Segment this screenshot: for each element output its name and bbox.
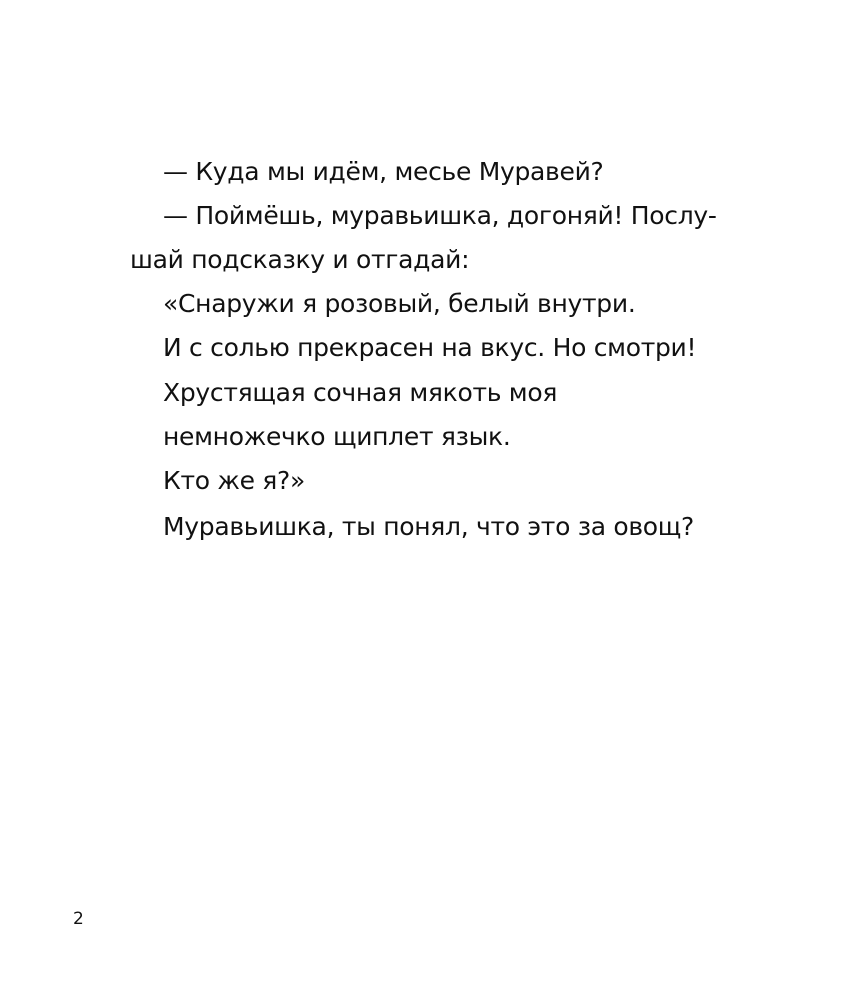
question-line: Муравьишка, ты понял, что это за овощ? <box>163 512 695 541</box>
dialogue-line: шай подсказку и отгадай: <box>130 245 470 274</box>
page-number: 2 <box>73 909 84 929</box>
riddle-line: Кто же я?» <box>163 466 306 495</box>
dialogue-line: — Поймёшь, муравьишка, догоняй! Послу- <box>163 201 717 230</box>
riddle-line: Хрустящая сочная мякоть моя <box>163 378 558 407</box>
riddle-line: «Снаружи я розовый, белый внутри. <box>163 289 636 318</box>
riddle-line: немножечко щиплет язык. <box>163 422 511 451</box>
dialogue-line: — Куда мы идём, месье Муравей? <box>163 157 604 186</box>
riddle-line: И с солью прекрасен на вкус. Но смотри! <box>163 333 697 362</box>
